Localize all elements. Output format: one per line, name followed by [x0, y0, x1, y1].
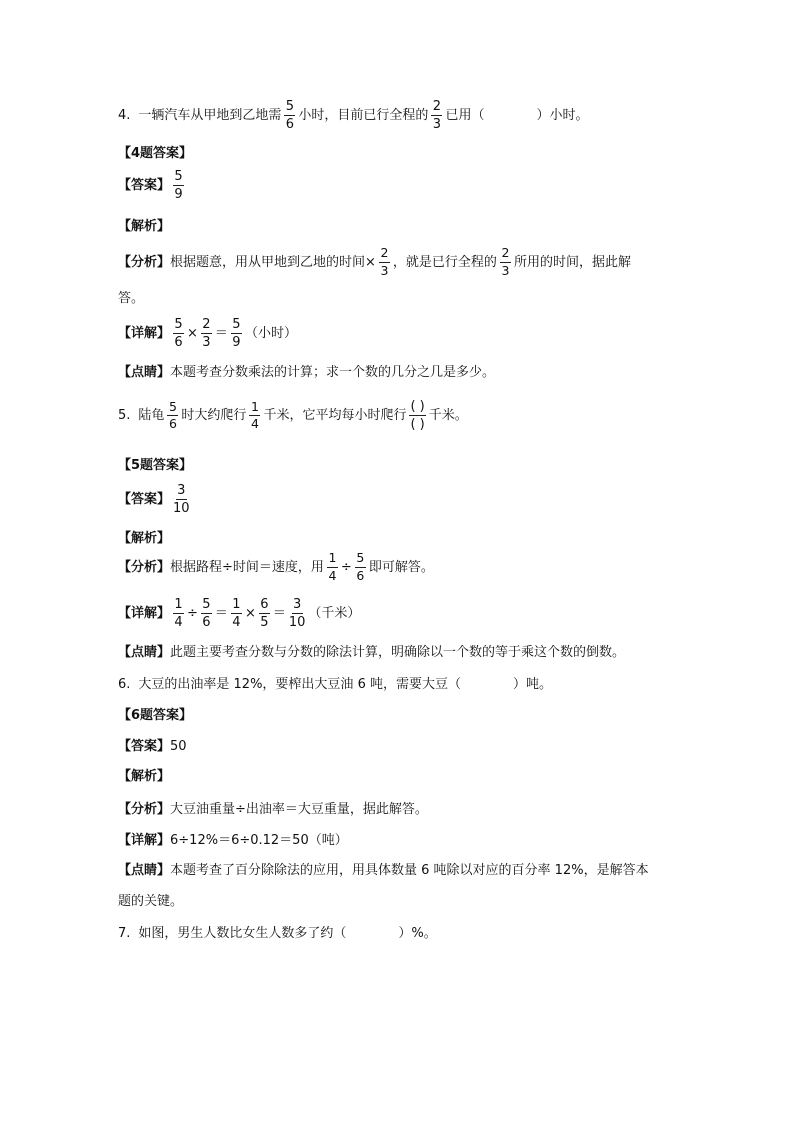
dianjing-text: 此题主要考查分数与分数的除法计算，明确除以一个数的等于乘这个数的倒数。: [170, 645, 626, 660]
detail-text: 6÷12%＝6÷0.12＝50（吨）: [170, 833, 348, 848]
fenxi-label: 【分析】: [118, 254, 171, 270]
dianjing-continued: 题的关键。: [118, 894, 184, 909]
analysis-label: 【解析】: [118, 531, 171, 546]
question-number: 4.: [118, 108, 131, 123]
fenxi-continued: 答。: [118, 291, 145, 306]
fraction: $\frac{2}{3}$: [501, 245, 510, 278]
answer-title: 【6题答案】: [118, 708, 193, 723]
fenxi-label: 【分析】: [118, 559, 171, 575]
question-number: 5.: [118, 408, 131, 423]
detail-row: [118, 318, 297, 349]
question-text: 时大约爬行: [181, 408, 247, 423]
dianjing-text: 本题考查了百分除除法的应用，用具体数量 6 吨除以对应的百分率 12%，是解答本: [170, 863, 649, 878]
question-text: 已用（: [445, 108, 485, 123]
operator: ×: [187, 326, 198, 341]
fenxi-row: [118, 552, 434, 582]
fenxi-label: 【分析】: [118, 802, 171, 817]
question-6: [118, 678, 552, 691]
fraction: $\frac{3}{10}$: [288, 597, 306, 630]
question-text: 千米。: [428, 408, 468, 423]
fenxi-text: 大豆油重量÷出油率＝大豆重量，据此解答。: [170, 802, 428, 817]
answer-label: 【答案】: [118, 739, 171, 754]
answer-title: 【5题答案】: [118, 458, 193, 473]
unit: （小时）: [244, 326, 297, 341]
operator: ÷: [340, 559, 352, 575]
fenxi-text: 所用的时间，据此解: [513, 254, 631, 270]
fraction: $\frac{5}{6}$: [356, 550, 365, 583]
answer-label: 【答案】: [118, 492, 171, 507]
fraction: $\frac{6}{5}$: [260, 597, 269, 630]
answer-title: 【4题答案】: [118, 146, 193, 161]
question-text: 大豆的出油率是 12%，要榨出大豆油 6 吨，需要大豆（: [138, 677, 461, 692]
fraction: $\frac{1}{4}$: [232, 597, 241, 630]
fenxi-text: 根据路程÷时间＝速度，用: [170, 559, 324, 575]
fraction: $\frac{2}{3}$: [380, 245, 389, 278]
equals: ＝: [272, 606, 286, 621]
fraction: $\frac{5}{9}$: [232, 317, 241, 350]
dianjing-label: 【点睛】: [118, 365, 171, 380]
detail-label: 【详解】: [118, 606, 171, 621]
detail-row: [118, 598, 360, 629]
answer-row: [118, 484, 193, 515]
question-text: ）小时。: [536, 108, 589, 123]
fraction: $\frac{5}{6}$: [168, 398, 177, 431]
unit: （千米）: [308, 606, 361, 621]
fraction: $\frac{5}{6}$: [174, 317, 183, 350]
operator: ÷: [187, 606, 198, 621]
detail-label: 【详解】: [118, 326, 171, 341]
detail-label: 【详解】: [118, 833, 171, 848]
fraction: $\frac{1}{4}$: [250, 398, 259, 431]
question-text: 陆龟: [138, 408, 165, 423]
fraction: $\frac{2}{3}$: [202, 317, 211, 350]
question-text: 千米，它平均每小时爬行: [263, 408, 407, 423]
dianjing-label: 【点睛】: [118, 645, 171, 660]
answer-row: [118, 170, 187, 201]
answer-fraction: $\frac{5}{9}$: [174, 169, 183, 202]
question-number: 6.: [118, 677, 131, 692]
question-text: 如图，男生人数比女生人数多了约（: [138, 926, 347, 941]
question-text: 一辆汽车从甲地到乙地需: [138, 108, 282, 123]
dianjing-label: 【点睛】: [118, 863, 171, 878]
question-text: 小时，目前已行全程的: [298, 108, 429, 123]
fenxi-row: [118, 247, 631, 277]
dianjing-row: [118, 646, 625, 659]
dianjing-text: 本题考查分数乘法的计算；求一个数的几分之几是多少。: [170, 365, 496, 380]
equals: ＝: [214, 606, 228, 621]
operator: ×: [244, 606, 256, 621]
question-text: ）吨。: [512, 677, 552, 692]
dianjing-row: [118, 366, 495, 379]
fraction: $\frac{5}{6}$: [285, 99, 295, 132]
fenxi-text: 根据题意，用从甲地到乙地的时间×: [170, 254, 376, 270]
question-5: [118, 400, 468, 431]
answer-fraction: $\frac{3}{10}$: [173, 483, 190, 516]
fenxi-text: ，就是已行全程的: [392, 254, 497, 270]
dianjing-row: [118, 864, 649, 877]
question-7: [118, 927, 437, 940]
equals: ＝: [214, 326, 228, 341]
answer-row: [118, 740, 187, 753]
analysis-label: 【解析】: [118, 769, 171, 784]
blank-fraction: $\frac{( )}{( )}$: [410, 399, 425, 432]
answer-value: 50: [170, 739, 187, 754]
fraction: $\frac{2}{3}$: [432, 99, 442, 132]
fenxi-text: 即可解答。: [368, 559, 434, 575]
fenxi-row: [118, 803, 428, 816]
question-text: ）%。: [398, 926, 437, 941]
fraction: $\frac{1}{4}$: [174, 597, 183, 630]
question-4: [118, 100, 588, 131]
detail-row: [118, 834, 348, 847]
question-number: 7.: [118, 926, 131, 941]
analysis-label: 【解析】: [118, 219, 171, 234]
answer-label: 【答案】: [118, 178, 171, 193]
fraction: $\frac{1}{4}$: [328, 550, 337, 583]
fraction: $\frac{5}{6}$: [202, 597, 211, 630]
